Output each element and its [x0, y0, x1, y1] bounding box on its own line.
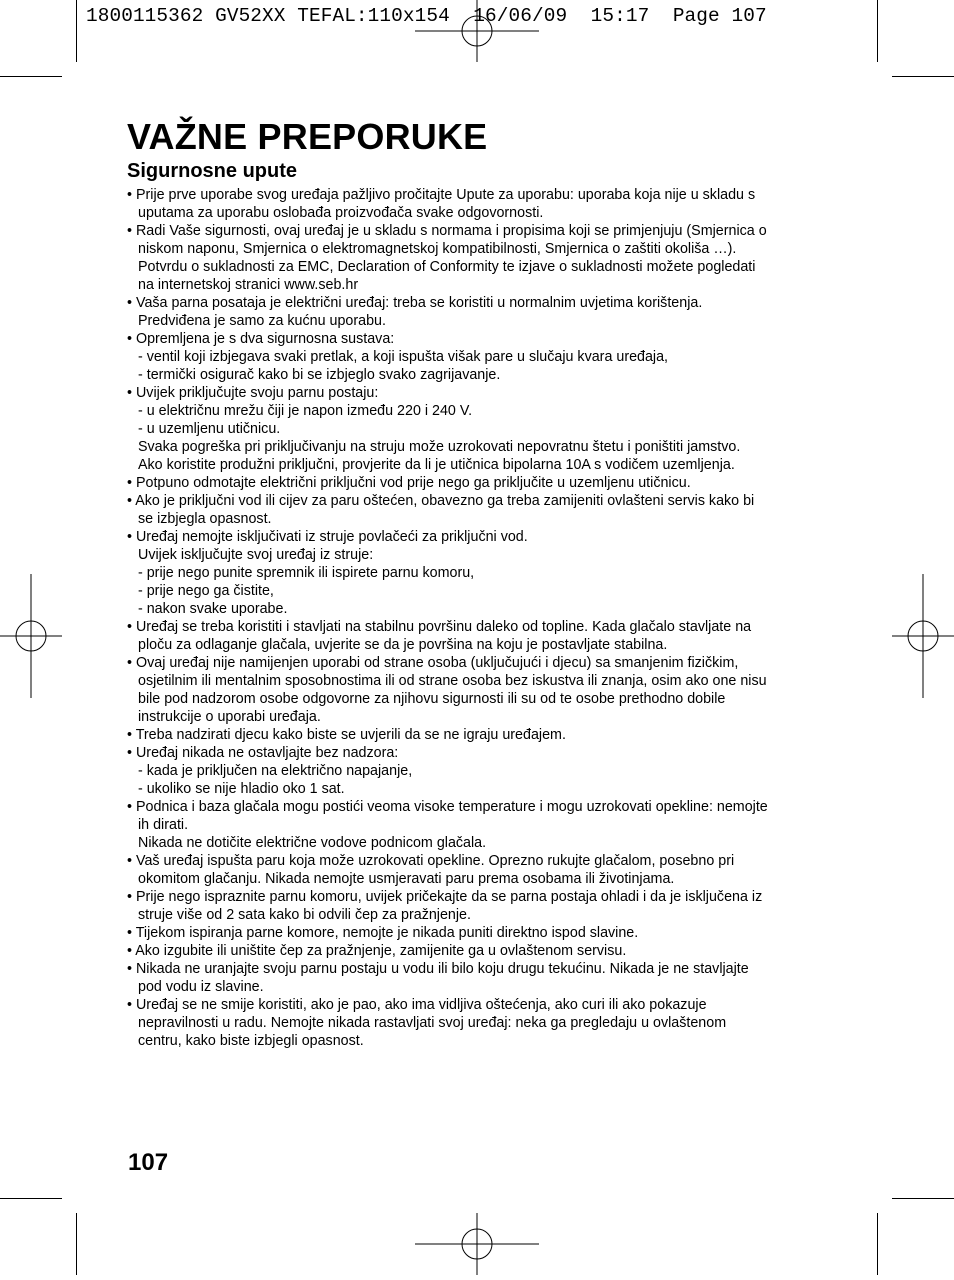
section-subtitle: Sigurnosne upute	[127, 160, 297, 182]
instruction-bullet-line: • Uređaj se ne smije koristiti, ako je pao, ako ima vidljiva oštećenja, ako curi ili ako pokazuje	[127, 997, 707, 1013]
registration-mark-right	[892, 574, 954, 698]
print-slug-header: 1800115362 GV52XX TEFAL:110x154 16/06/09 15:17 Page 107	[86, 5, 767, 27]
instruction-bullet-line: • Potpuno odmotajte električni priključni vod prije nego ga priključite u uzemljenu utičnicu.	[127, 475, 691, 491]
instruction-continuation-line: - nakon svake uporabe.	[138, 601, 288, 617]
instruction-bullet-line: • Treba nadzirati djecu kako biste se uvjerili da se ne igraju uređajem.	[127, 727, 566, 743]
instruction-continuation-line: nepravilnosti u radu. Nemojte nikada rastavljati svoj uređaj: neka ga pregledaju u ovlaštenom	[138, 1015, 727, 1031]
instruction-continuation-line: ploču za odlaganje glačala, uvjerite se da je površina na koju je postavljate stabilna.	[138, 637, 668, 653]
instruction-continuation-line: ih dirati.	[138, 817, 189, 833]
crop-mark-top-left-horizontal	[0, 76, 62, 77]
instruction-continuation-line: - kada je priključen na električno napajanje,	[138, 763, 413, 779]
instruction-bullet-line: • Uređaj se treba koristiti i stavljati na stabilnu površinu daleko od topline. Kada glačalo stavljate na	[127, 619, 752, 635]
instruction-bullet-line: • Opremljena je s dva sigurnosna sustava:	[127, 331, 395, 347]
crop-mark-top-right-vertical	[877, 0, 878, 62]
crop-mark-bottom-right-vertical	[877, 1213, 878, 1275]
instruction-continuation-line: okomitom glačanju. Nikada nemojte usmjeravati paru prema osobama ili životinjama.	[138, 871, 675, 887]
instruction-continuation-line: na internetskoj stranici www.seb.hr	[138, 277, 359, 293]
registration-mark-left	[0, 574, 62, 698]
crop-mark-top-left-vertical	[76, 0, 77, 62]
safety-instructions-list	[127, 186, 827, 1050]
crop-mark-bottom-right-horizontal	[892, 1198, 954, 1199]
instruction-continuation-line: - ukoliko se nije hladio oko 1 sat.	[138, 781, 345, 797]
registration-mark-top	[415, 0, 539, 62]
registration-target-icon	[892, 574, 954, 698]
instruction-continuation-line: Svaka pogreška pri priključivanju na struju može uzrokovati nepovratnu štetu i poništiti jamstvo.	[138, 439, 741, 455]
instruction-continuation-line: - prije nego ga čistite,	[138, 583, 274, 599]
instruction-continuation-line: - prije nego punite spremnik ili ispirete parnu komoru,	[138, 565, 475, 581]
registration-mark-bottom	[415, 1213, 539, 1275]
instruction-bullet-line: • Podnica i baza glačala mogu postići veoma visoke temperature i mogu uzrokovati opekline: nemojte	[127, 799, 768, 815]
instruction-continuation-line: - ventil koji izbjegava svaki pretlak, a koji ispušta višak pare u slučaju kvara uređaja,	[138, 349, 669, 365]
instruction-continuation-line: instrukcije o uporabi uređaja.	[138, 709, 321, 725]
instruction-continuation-line: se izbjegla opasnost.	[138, 511, 272, 527]
instruction-bullet-line: • Ako izgubite ili uništite čep za pražnjenje, zamijenite ga u ovlaštenom servisu.	[127, 943, 627, 959]
instruction-continuation-line: Predviđena je samo za kućnu uporabu.	[138, 313, 386, 329]
instruction-bullet-line: • Radi Vaše sigurnosti, ovaj uređaj je u skladu s normama i propisima koji se primjenjuju (Smjernica o	[127, 223, 767, 239]
instruction-continuation-line: pod vodu iz slavine.	[138, 979, 264, 995]
instruction-bullet-line: • Nikada ne uranjajte svoju parnu postaju u vodu ili bilo koju drugu tekućinu. Nikada je ne stavljajte	[127, 961, 749, 977]
instruction-continuation-line: uputama za uporabu oslobađa proizvođača svake odgovornosti.	[138, 205, 544, 221]
registration-target-icon	[415, 0, 539, 62]
instruction-continuation-line: - u električnu mrežu čiji je napon između 220 i 240 V.	[138, 403, 473, 419]
instruction-bullet-line: • Vaša parna posataja je električni uređaj: treba se koristiti u normalnim uvjetima korištenja.	[127, 295, 703, 311]
crop-mark-bottom-left-vertical	[76, 1213, 77, 1275]
instruction-bullet-line: • Uređaj nikada ne ostavljajte bez nadzora:	[127, 745, 399, 761]
crop-mark-bottom-left-horizontal	[0, 1198, 62, 1199]
instruction-continuation-line: Nikada ne dotičite električne vodove podnicom glačala.	[138, 835, 487, 851]
instruction-bullet-line: • Vaš uređaj ispušta paru koja može uzrokovati opekline. Oprezno rukujte glačalom, posebno pri	[127, 853, 735, 869]
instruction-continuation-line: osjetilnim ili mentalnim sposobnostima ili od strane osoba bez iskustva ili znanja, osim ako one nisu	[138, 673, 767, 689]
instruction-continuation-line: Potvrdu o sukladnosti za EMC, Declaration of Conformity te izjave o sukladnosti možete pogledati	[138, 259, 756, 275]
page-number: 107	[128, 1149, 169, 1176]
instruction-bullet-line: • Uređaj nemojte isključivati iz struje povlačeći za priključni vod.	[127, 529, 528, 545]
instruction-bullet-line: • Ako je priključni vod ili cijev za paru oštećen, obavezno ga treba zamijeniti ovlašteni servis kako bi	[127, 493, 755, 509]
instruction-bullet-line: • Prije nego ispraznite parnu komoru, uvijek pričekajte da se parna postaja ohladi i da je isključena iz	[127, 889, 763, 905]
instruction-bullet-line: • Prije prve uporabe svog uređaja pažljivo pročitajte Upute za uporabu: uporaba koja nije u skladu s	[127, 187, 756, 203]
instruction-continuation-line: - u uzemljenu utičnicu.	[138, 421, 281, 437]
registration-target-icon	[415, 1213, 539, 1275]
instruction-continuation-line: Ako koristite produžni priključni, provjerite da li je utičnica bipolarna 10A s vodičem uzemljenja.	[138, 457, 735, 473]
instruction-bullet-line: • Ovaj uređaj nije namijenjen uporabi od strane osoba (uključujući i djecu) sa smanjenim fizičkim,	[127, 655, 739, 671]
registration-target-icon	[0, 574, 62, 698]
instruction-continuation-line: bile pod nadzorom osobe odgovorne za njihovu sigurnosti ili su od te osobe prethodno dobile	[138, 691, 726, 707]
instruction-continuation-line: centru, kako biste izbjegli opasnost.	[138, 1033, 364, 1049]
instruction-continuation-line: Uvijek isključujte svoj uređaj iz struje:	[138, 547, 374, 563]
instruction-continuation-line: - termički osigurač kako bi se izbjeglo svako zagrijavanje.	[138, 367, 501, 383]
instruction-continuation-line: niskom naponu, Smjernica o elektromagnetskoj kompatibilnosti, Smjernica o zaštiti okoliša …).	[138, 241, 737, 257]
instruction-continuation-line: struje više od 2 sata kako bi odvili čep za pražnjenje.	[138, 907, 471, 923]
crop-mark-top-right-horizontal	[892, 76, 954, 77]
instruction-bullet-line: • Uvijek priključujte svoju parnu postaju:	[127, 385, 379, 401]
page-title: VAŽNE PREPORUKE	[127, 116, 488, 157]
instruction-bullet-line: • Tijekom ispiranja parne komore, nemojte je nikada puniti direktno ispod slavine.	[127, 925, 639, 941]
